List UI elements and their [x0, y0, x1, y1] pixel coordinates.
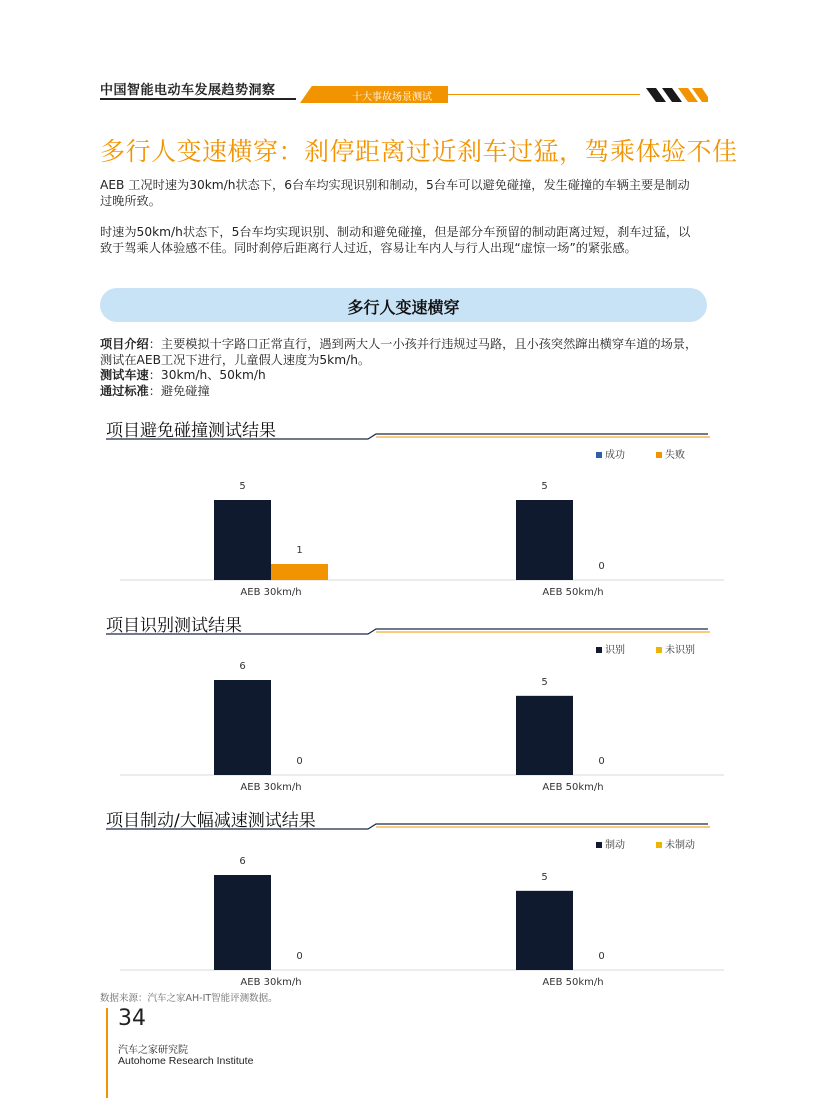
data-label: 5: [541, 676, 548, 688]
standard-text: ：避免碰撞: [148, 383, 210, 398]
legend-label: 制动: [605, 840, 625, 851]
chart-title-brake: 项目制动/大幅减速测试结果: [106, 811, 316, 831]
data-label: 0: [296, 951, 303, 962]
data-label: 6: [239, 661, 246, 672]
legend-label: 未识别: [665, 645, 695, 656]
legend-swatch: [596, 452, 602, 458]
footer-accent-bar: [106, 1008, 108, 1098]
speed-label: 测试车速: [100, 368, 149, 382]
legend-label: 失败: [665, 450, 685, 461]
legend-label: 未制动: [665, 840, 695, 851]
page-title: 多行人变速横穿：刹停距离过近刹车过猛，驾乘体验不佳: [100, 137, 738, 166]
bar: [214, 500, 271, 580]
category-label: AEB 30km/h: [240, 977, 302, 988]
bar: [516, 500, 573, 580]
standard-label: 通过标准: [100, 383, 149, 398]
data-label: 6: [239, 856, 246, 867]
legend-swatch: [596, 647, 602, 653]
data-label: 5: [541, 871, 548, 883]
legend-swatch: [656, 842, 662, 848]
bar: [271, 564, 328, 580]
legend-swatch: [596, 842, 602, 848]
data-label: 5: [239, 481, 246, 492]
report-title: 中国智能电动车发展趋势洞察: [100, 83, 276, 98]
category-label: AEB 30km/h: [240, 587, 302, 598]
scenario-banner-label: 多行人变速横穿: [347, 298, 460, 317]
page-number: 34: [118, 1006, 146, 1031]
intro-text: ：主要模拟十字路口正常直行，遇到两大人一小孩并行违规过马路，且小孩突然蹿出横穿车道的场景，测试在AEB工况下进行，儿童假人速度为5km/h。: [100, 337, 698, 367]
category-label: AEB 50km/h: [542, 977, 604, 988]
data-label: 0: [296, 756, 303, 767]
speed-text: ：30km/h、50km/h: [148, 368, 266, 382]
intro-label: 项目介绍: [100, 337, 149, 351]
legend-label: 识别: [605, 645, 625, 656]
chart-title-recognize: 项目识别测试结果: [106, 616, 242, 636]
data-label: 1: [296, 545, 303, 556]
data-label: 0: [598, 756, 605, 767]
legend-swatch: [656, 452, 662, 458]
org-name-cn: 汽车之家研究院: [118, 1045, 188, 1056]
paragraph-30kmh: AEB 工况时速为30km/h状态下，6台车均实现识别和制动，5台车可以避免碰撞，发生碰撞的车辆主要是制动过晚所致。: [100, 178, 690, 208]
chart-title-avoid: 项目避免碰撞测试结果: [106, 421, 276, 441]
data-label: 5: [541, 481, 548, 492]
section-tab-label: 十大事故场景测试: [352, 92, 432, 103]
legend-label: 成功: [605, 450, 625, 461]
data-label: 0: [598, 951, 605, 962]
data-source: 数据来源：汽车之家AH-IT智能评测数据。: [100, 993, 278, 1004]
bar: [516, 891, 573, 970]
bar: [214, 680, 271, 775]
bar: [214, 875, 271, 970]
data-label: 0: [598, 561, 605, 572]
category-label: AEB 50km/h: [542, 587, 604, 598]
bar: [516, 696, 573, 775]
org-name-en: Autohome Research Institute: [118, 1055, 254, 1067]
category-label: AEB 30km/h: [240, 782, 302, 793]
legend-swatch: [656, 647, 662, 653]
paragraph-50kmh: 时速为50km/h状态下，5台车均实现识别、制动和避免碰撞，但是部分车预留的制动距离过短，刹车过猛，以致于驾乘人体验感不佳。同时刹停后距离行人过近，容易让车内人与行人出现“虚惊一场”的紧张感。: [100, 225, 691, 255]
category-label: AEB 50km/h: [542, 782, 604, 793]
